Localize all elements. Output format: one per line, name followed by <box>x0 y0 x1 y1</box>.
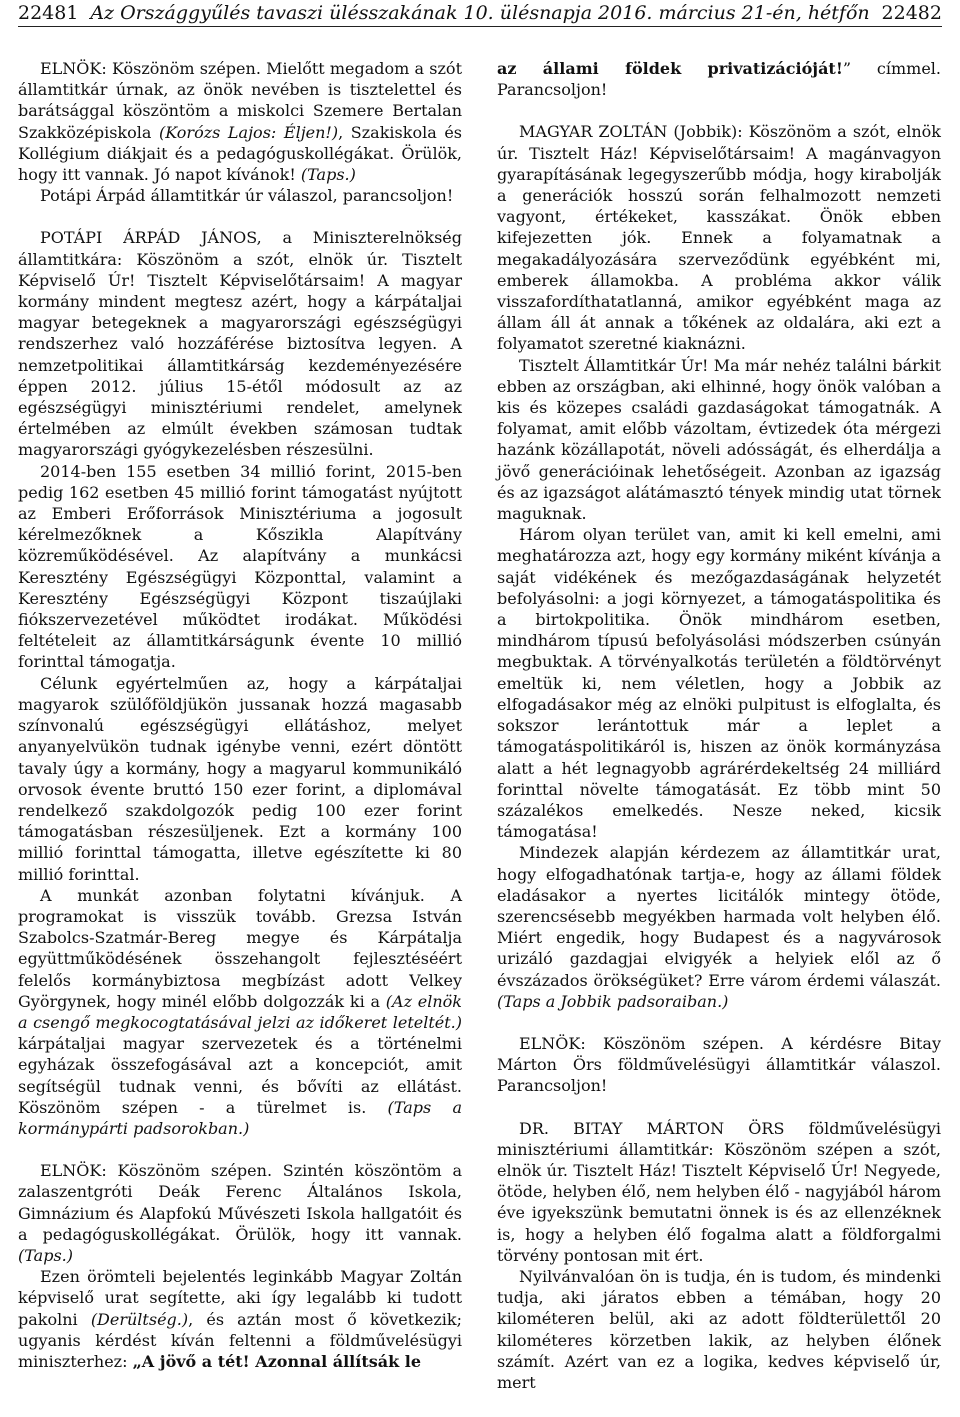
page-number-left: 22481 <box>18 2 79 24</box>
paragraph: ELNÖK: Köszönöm szépen. A kérdésre Bitay Márton Örs földművelésügyi államtitkár válaszol. Parancsoljon! <box>497 1033 941 1096</box>
paragraph: az állami földek privatizációját!” címmel. Parancsoljon! <box>497 59 942 100</box>
paragraph: ELNÖK: Köszönöm szépen. Mielőtt megadom a szót államtitkár úrnak, az önök nevében is tisztelettel és barátsággal köszöntöm a miskolci Szemere Bertalan Szakközépiskola (Korózs Lajos: Éljen!), Szakiskola és Kollégium diákjait és a pedagóguskollégákat. Örülök, hogy itt vannak. Jó napot kívánok! (Taps.) <box>18 59 463 185</box>
paragraph: Ezen örömteli bejelentés leginkább Magyar Zoltán képviselő urat segítette, aki így legalább ki tudott pakolni (Derültség.), és aztán most ő következik; ugyanis kérdést kíván feltenni a földművelésügyi miniszterhez: „A jövő a tét! Azonnal állítsák le <box>18 1267 462 1371</box>
paragraph: Célunk egyértelműen az, hogy a kárpátaljai magyarok szülőföldjükön jussanak hozzá magasabb színvonalú egészségügyi ellátáshoz, melyet anyanyelvükön tudnak igénybe venni, ezért döntött tavaly úgy a kormány, hogy a magyarul kommunikáló orvosok évente bruttó 150 ezer forint, a diplomával rendelkező szakdolgozók pedig 100 ezer forint támogatásban részesüljenek. Ezt a kormány 100 millió forinttal támogatta, illetve egészítette ki 80 millió forinttal. <box>18 673 462 884</box>
spacer <box>497 1097 941 1118</box>
spacer <box>497 1012 941 1033</box>
paragraph: Három olyan terület van, amit ki kell emelni, ami meghatározza azt, hogy egy kormány miként kívánja a saját vidékének és mezőgazdaságának helyzetét befolyásolni: a jogi környezet, a támogatáspolitika és a birtokpolitika. Önök mindhárom esetben, mindhárom típusú befolyásolási módszerben csúnyán megbuktak. A törvényalkotás területén a földtörvényt emeltük ki, nem véletlen, hogy a Jobbik az elfogadásakor még az elnöki pulpitust is elfoglalta, és sokszor lerántottuk már a leplet a támogatáspolitikáról is, hiszen az önök kormányzása alatt a hét legnagyobb agrárérdekeltség 24 milliárd forinttal növelte támogatását. Ez több mint 50 százalékos emelkedés. Nesze neked, kicsik támogatása! <box>497 525 941 842</box>
paragraph: Potápi Árpád államtitkár úr válaszol, parancsoljon! <box>40 186 454 206</box>
paragraph: ELNÖK: Köszönöm szépen. Szintén köszöntöm a zalaszentgróti Deák Ferenc Általános Iskola, Gimnázium és Alapfokú Művészeti Iskola hallgatóit és a pedagóguskollégákat. Örülök, hogy itt vannak. (Taps.) <box>18 1161 462 1265</box>
spacer <box>18 206 462 227</box>
paragraph: POTÁPI ÁRPÁD JÁNOS, a Miniszterelnökség államtitkára: Köszönöm a szót, elnök úr. Tisztelt Képviselő Úr! Tisztelt Képviselőtársaim! A magyar kormány mindent megtesz azért, hogy a kárpátaljai magyar betegeknek a magyarországi egészségügyi rendszerhez való hozzáférése biztosítva legyen. A nemzetpolitikai államtitkárság kezdeményezésére éppen 2012. július 15-étől módosult az az egészségügyi minisztériumi rendelet, amelynek értelmében az elmúlt években számosan tudtak magyarországi gyógykezelésben részesülni. <box>18 228 462 460</box>
paragraph: A munkát azonban folytatni kívánjuk. A programokat is visszük tovább. Grezsa István Szabolcs-Szatmár-Bereg megye és Kárpátalja együttműködésének összehangolt fejlesztéséért felelős kormánybiztosa megbízást adott Velkey Györgynek, hogy minél előbb dolgozzák ki a (Az elnök a csengő megkocogtatásával jelzi az időkeret leteltét.) kárpátaljai magyar szervezetek és a történelmi egyházak összefogásával azt a koncepciót, amit segítségül tudnak venni, és bővíti az ellátást. Köszönöm szépen - a türelmet is. (Taps a kormánypárti padsorokban.) <box>18 885 462 1138</box>
paragraph: 2014-ben 155 esetben 34 millió forint, 2015-ben pedig 162 esetben 45 millió forint támogatást nyújtott az Emberi Erőforrások Minisztériuma a jogosult kérelmezőknek a Kőszikla Alapítvány közreműködésével. Az alapítvány a munkácsi Keresztény Egészségügyi Központtal, valamint a Keresztény Egészségügyi Központ tiszaújlaki fiókszervezetével működtet irodákat. Működési feltételeit az államtitkárságunk évente 10 millió forinttal támogatja. <box>18 461 462 672</box>
paragraph: DR. BITAY MÁRTON ÖRS földművelésügyi minisztériumi államtitkár: Köszönöm szépen a szót, elnök úr. Tisztelt Ház! Tisztelt Képviselő Úr! Negyede, ötöde, helyben élő, nem helyben élő - nagyjából három éve igyekszünk bemutatni önnek is és az ellenzéknek is, hogy a helyben élő fogalma alatt a földforgalmi törvény pontosan mit ért. <box>497 1118 941 1265</box>
page-header <box>18 0 942 27</box>
paragraph: Mindezek alapján kérdezem az államtitkár urat, hogy elfogadhatónak tartja-e, hogy az állami földek eladásakor a nyertes licitálók mintegy ötöde, szerencsésebb megyékben harmada volt helyben élő. Miért engedik, hogy Budapest és a nagyvárosok urizáló gazdagjai elvigyék a helyiek elől az ő évszázados örökségüket? Erre várom érdemi válaszát. (Taps a Jobbik padsoraiban.) <box>497 843 941 1011</box>
paragraph: Tisztelt Államtitkár Úr! Ma már nehéz találni bárkit ebben az országban, aki elhinné, hogy önök valóban a kis és közepes családi gazdaságokat támogatnák. A folyamat, amit előbb vázoltam, évtizedek óta mérgezi hazánk közállapotát, növeli adósságát, és elherdálja a jövő generációinak lehetőségeit. Azonban az igazság és az igazságot alátámasztó tények mindig utat törnek maguknak. <box>497 355 941 524</box>
paragraph: MAGYAR ZOLTÁN (Jobbik): Köszönöm a szót, elnök úr. Tisztelt Ház! Képviselőtársaim! A magánvagyon gyarapításának legegyszerűbb módja, hogy kirabolják a generációk hosszú során felhalmozott nemzeti vagyont, értékeket, kasszákat. Önök ebben kifejezetten jók. Ennek a folyamatnak a megakadályozására szerveződünk egyébként mi, emberek államokba. A probléma akkor válik visszafordíthatatlanná, amikor egyébként maga az állam áll át annak a tőkének az oldalára, aki ezt a folyamatot szeretné kiaknázni. <box>497 122 941 354</box>
left-column <box>18 58 462 1372</box>
paragraph: Nyilvánvalóan ön is tudja, én is tudom, és mindenki tudja, aki járatos ebben a témában, hogy 20 kilométeren belül, aki az adott földterülettől 20 kilométeres körzetben lakik, az helyben élőnek számít. Azért van ez a logika, kedves képviselő úr, mert <box>497 1266 941 1392</box>
spacer <box>18 1139 462 1160</box>
page-number-right: 22482 <box>881 2 942 24</box>
spacer <box>497 100 941 121</box>
header-title: Az Országgyűlés tavaszi ülésszakának 10. ülésnapja 2016. március 21-én, hétfőn <box>90 2 870 24</box>
right-column <box>497 58 941 1393</box>
